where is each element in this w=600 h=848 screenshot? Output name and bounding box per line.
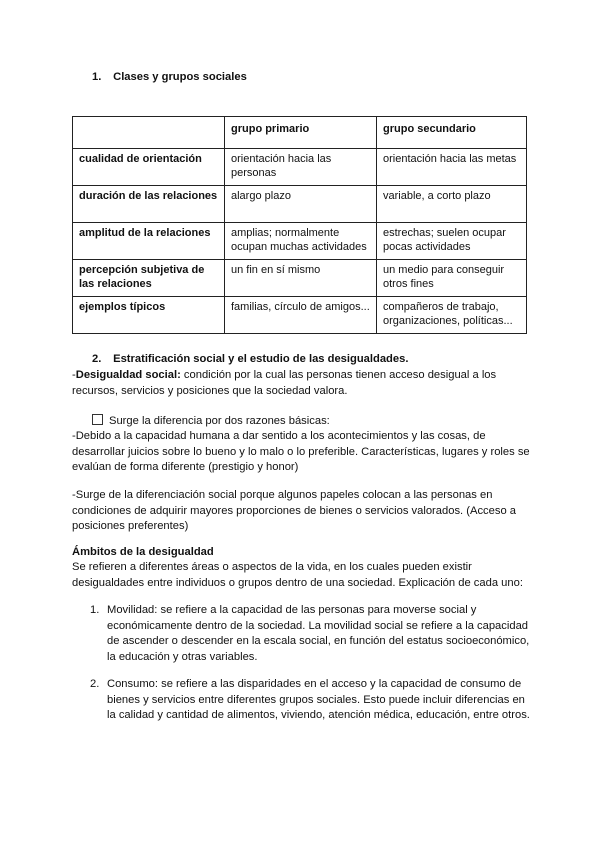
row-primario: orientación hacia las personas xyxy=(225,149,377,186)
definition-text: condición por la cual las personas tienen acceso desigual a los recursos, servicios y posiciones que la sociedad valora. xyxy=(72,369,497,397)
list-item xyxy=(90,677,530,724)
row-label: cualidad de orientación xyxy=(73,149,225,186)
definition-prefix: - xyxy=(72,369,76,381)
row-secundario: estrechas; suelen ocupar pocas actividades xyxy=(377,223,527,260)
list-item-number: 1. xyxy=(90,604,100,616)
list-item xyxy=(90,603,530,665)
checkbox-label: Surge la diferencia por dos razones básicas: xyxy=(109,415,330,427)
list-item-number: 2. xyxy=(90,678,100,690)
row-primario: un fin en sí mismo xyxy=(225,260,377,297)
section-2-heading xyxy=(92,353,408,365)
row-secundario: un medio para conseguir otros fines xyxy=(377,260,527,297)
header-cell-secundario: grupo secundario xyxy=(377,117,527,149)
section-1-number: 1. xyxy=(92,71,102,83)
row-primario: familias, círculo de amigos... xyxy=(225,297,377,334)
table-header-row xyxy=(73,117,527,149)
list-item-text: Movilidad: se refiere a la capacidad de las personas para moverse social y económicamente dentro de la sociedad. La movilidad social se refiere a la capacidad de ascender o descender en la escala social, en función del estatus socioeconómico, la educación y otras variables. xyxy=(107,604,530,663)
comparison-table xyxy=(72,116,527,334)
row-secundario: variable, a corto plazo xyxy=(377,186,527,223)
table-row xyxy=(73,223,527,260)
section-2-number: 2. xyxy=(92,353,102,365)
list-item-text: Consumo: se refiere a las disparidades en el acceso y la capacidad de consumo de bienes y servicios entre diferentes grupos sociales. Esto puede incluir diferencias en la calidad y cantidad de alimentos, viviendo, atención médica, educación, entre otros. xyxy=(107,678,530,721)
row-secundario: orientación hacia las metas xyxy=(377,149,527,186)
ambitos-title: Ámbitos de la desigualdad xyxy=(72,546,214,558)
section-1-title: Clases y grupos sociales xyxy=(113,71,247,83)
reason-2: -Surge de la diferenciación social porque algunos papeles colocan a las personas en condiciones de adquirir mayores proporciones de bienes o servicios valorados. (Acceso a posiciones preferentes) xyxy=(72,489,517,532)
row-primario: alargo plazo xyxy=(225,186,377,223)
row-label: percepción subjetiva de las relaciones xyxy=(73,260,225,297)
checkbox-icon[interactable] xyxy=(92,414,103,425)
table-row xyxy=(73,149,527,186)
row-primario: amplias; normalmente ocupan muchas actividades xyxy=(225,223,377,260)
row-secundario: compañeros de trabajo, organizaciones, políticas... xyxy=(377,297,527,334)
header-cell-empty xyxy=(73,117,225,149)
ambitos-intro: Se refieren a diferentes áreas o aspectos de la vida, en los cuales pueden existir desigualdades entre individuos o grupos dentro de una sociedad. Explicación de cada uno: xyxy=(72,561,523,589)
section-2-title: Estratificación social y el estudio de las desigualdades. xyxy=(113,353,409,365)
row-label: amplitud de la relaciones xyxy=(73,223,225,260)
checkbox-item xyxy=(92,414,330,427)
table-row xyxy=(73,297,527,334)
row-label: ejemplos típicos xyxy=(73,297,225,334)
reason-1: -Debido a la capacidad humana a dar sentido a los acontecimientos y las cosas, de desarrollar juicios sobre lo bueno y lo malo o lo preferible. Características, lugares y roles se evalúan de forma diferente (prestigio y honor) xyxy=(72,430,530,473)
table-row xyxy=(73,186,527,223)
definition-term: Desigualdad social: xyxy=(75,369,181,381)
table-row xyxy=(73,260,527,297)
header-cell-primario: grupo primario xyxy=(225,117,377,149)
section-1-heading xyxy=(92,71,247,83)
desigualdad-definition xyxy=(72,368,532,399)
row-label: duración de las relaciones xyxy=(73,186,225,223)
